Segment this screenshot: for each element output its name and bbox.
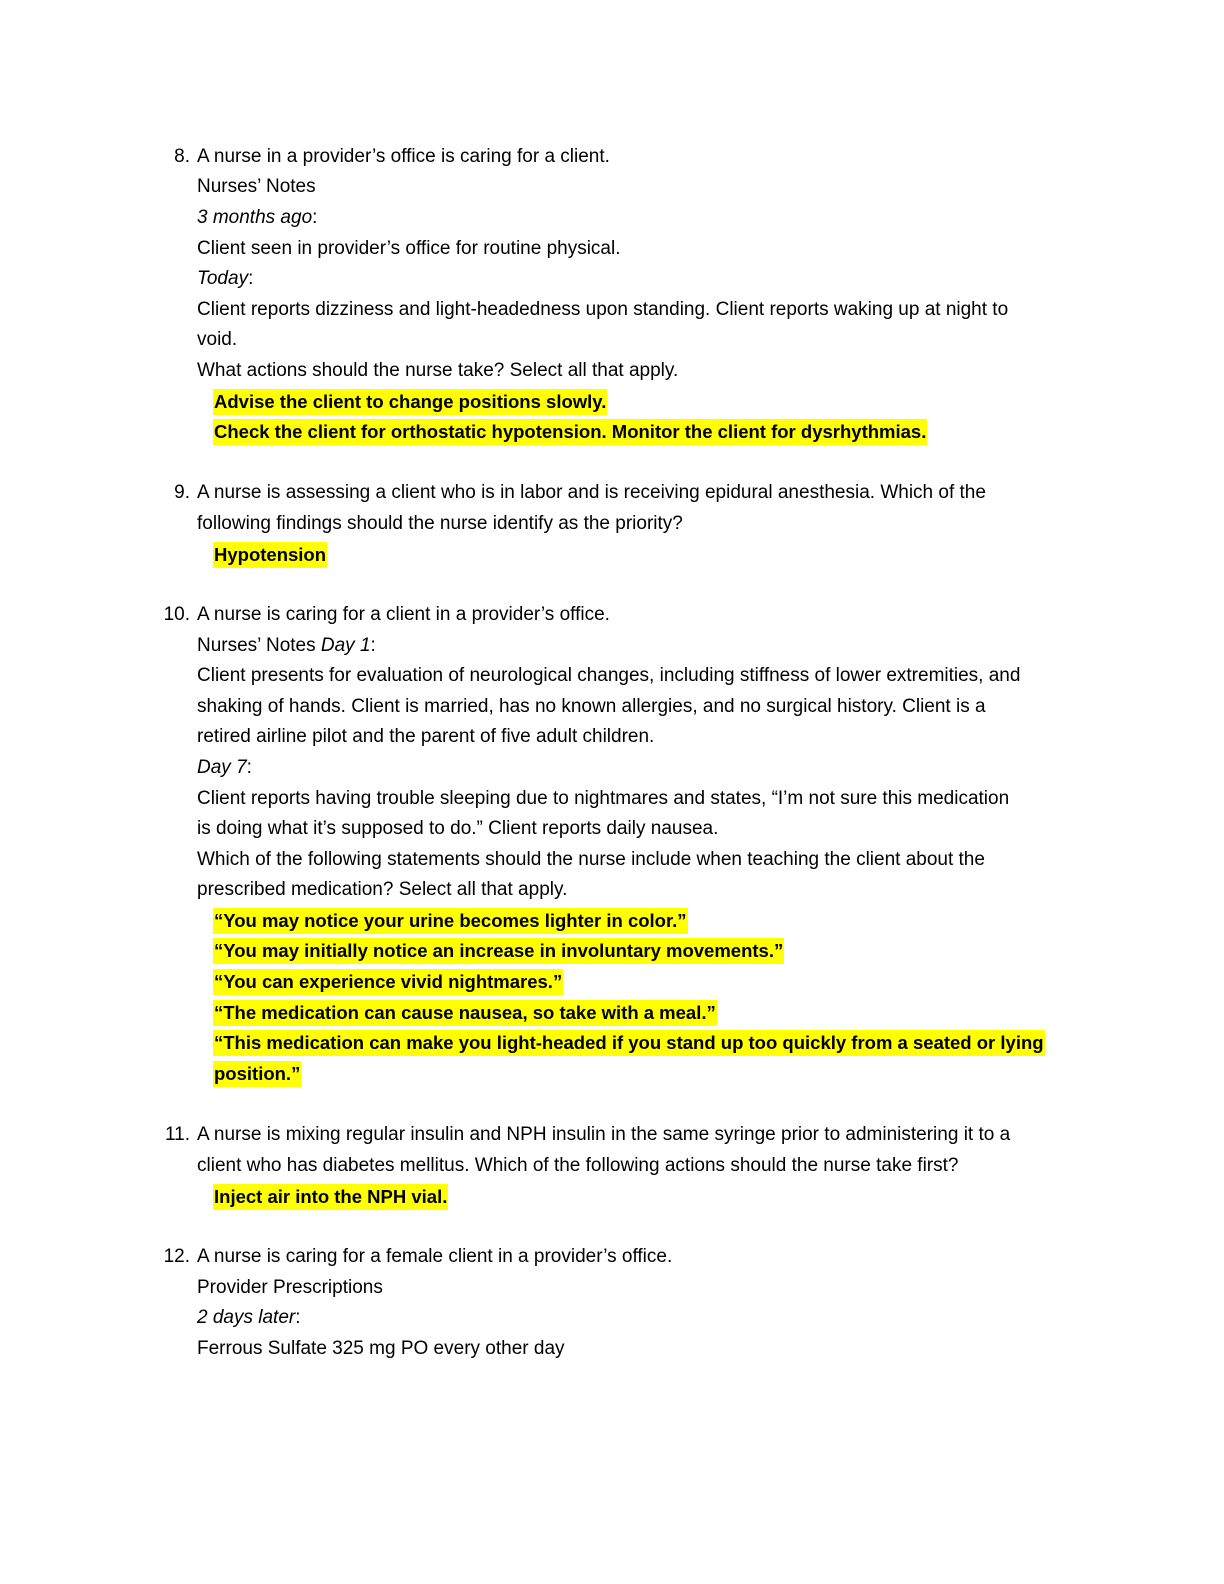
question-number: 10. bbox=[163, 604, 190, 625]
notes-time-label: 2 days later: bbox=[197, 1307, 301, 1328]
prescription-text: Ferrous Sulfate 325 mg PO every other day bbox=[197, 1338, 565, 1359]
highlighted-answer: Check the client for orthostatic hypotension. Monitor the client for dysrhythmias. bbox=[213, 419, 927, 445]
notes-text: Client reports dizziness and light-headedness upon standing. Client reports waking up at night to bbox=[197, 299, 1009, 320]
notes-heading: Nurses’ Notes bbox=[197, 176, 316, 197]
highlighted-answer: “You may notice your urine becomes lighter in color.” bbox=[213, 908, 688, 934]
notes-text: void. bbox=[197, 329, 238, 350]
question-stem: following findings should the nurse identify as the priority? bbox=[197, 513, 683, 534]
highlighted-answer: Advise the client to change positions slowly. bbox=[213, 389, 607, 415]
highlighted-answer: Hypotension bbox=[213, 542, 327, 568]
question-number: 11. bbox=[164, 1124, 190, 1145]
notes-text: shaking of hands. Client is married, has no known allergies, and no surgical history. Client is a bbox=[197, 696, 986, 717]
notes-text: retired airline pilot and the parent of five adult children. bbox=[197, 726, 655, 747]
question-prompt: Which of the following statements should the nurse include when teaching the client about the bbox=[197, 849, 985, 870]
highlighted-answer: Inject air into the NPH vial. bbox=[213, 1184, 448, 1210]
highlighted-answer: “You may initially notice an increase in involuntary movements.” bbox=[213, 938, 784, 964]
highlighted-answer: position.” bbox=[213, 1061, 301, 1087]
notes-time-label: Day 7: bbox=[197, 757, 252, 778]
question-stem: A nurse is assessing a client who is in labor and is receiving epidural anesthesia. Which of the bbox=[197, 482, 986, 503]
question-number: 8. bbox=[174, 146, 190, 167]
notes-text: is doing what it’s supposed to do.” Client reports daily nausea. bbox=[197, 818, 719, 839]
question-stem: A nurse in a provider’s office is caring for a client. bbox=[197, 146, 610, 167]
notes-time-label: Today: bbox=[197, 268, 254, 289]
highlighted-answer: “This medication can make you light-headed if you stand up too quickly from a seated or lying bbox=[213, 1030, 1045, 1056]
notes-time-label: 3 months ago: bbox=[197, 207, 318, 228]
notes-heading: Nurses’ Notes Day 1: bbox=[197, 635, 376, 656]
question-number: 12. bbox=[163, 1246, 190, 1267]
question-stem: A nurse is mixing regular insulin and NPH insulin in the same syringe prior to administering it to a bbox=[197, 1124, 1011, 1145]
notes-text: Client presents for evaluation of neurological changes, including stiffness of lower extremities, and bbox=[197, 665, 1021, 686]
highlighted-answer: “You can experience vivid nightmares.” bbox=[213, 969, 563, 995]
notes-text: Client reports having trouble sleeping due to nightmares and states, “I’m not sure this medication bbox=[197, 788, 1010, 809]
prescriptions-heading: Provider Prescriptions bbox=[197, 1277, 383, 1298]
notes-text: Client seen in provider’s office for routine physical. bbox=[197, 238, 621, 259]
question-number: 9. bbox=[174, 482, 190, 503]
question-stem: client who has diabetes mellitus. Which of the following actions should the nurse take first? bbox=[197, 1155, 959, 1176]
question-stem: A nurse is caring for a female client in a provider’s office. bbox=[197, 1246, 673, 1267]
question-prompt: What actions should the nurse take? Select all that apply. bbox=[197, 360, 679, 381]
question-prompt: prescribed medication? Select all that apply. bbox=[197, 879, 568, 900]
question-stem: A nurse is caring for a client in a provider’s office. bbox=[197, 604, 610, 625]
highlighted-answer: “The medication can cause nausea, so take with a meal.” bbox=[213, 1000, 717, 1026]
